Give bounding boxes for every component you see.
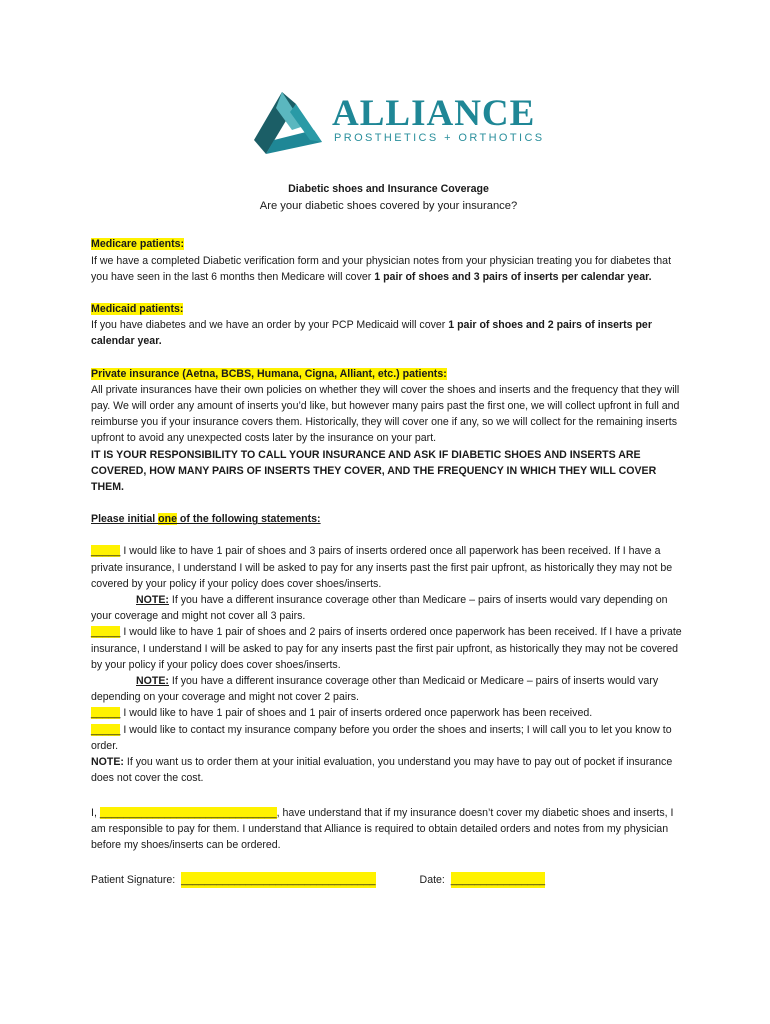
option-2-note-text: If you have a different insurance coverage other than Medicaid or Medicare – pairs of inserts would vary depending on your coverage and might not cover 2 pairs. <box>91 675 659 704</box>
medicaid-coverage: 1 pair of shoes and 2 pairs of inserts per calendar year. <box>91 319 652 348</box>
initial-blank-3[interactable]: _____ <box>91 707 121 720</box>
initial-blank-2[interactable]: _____ <box>91 626 121 639</box>
date-field[interactable]: ________________ <box>451 872 545 888</box>
initial-one: one <box>158 513 177 526</box>
brand-name: ALLIANCE <box>332 93 536 134</box>
medicare-coverage: 1 pair of shoes and 3 pairs of inserts per calendar year. <box>374 270 652 283</box>
date-label: Date: <box>419 874 451 887</box>
brand-subtitle: PROSTHETICS + ORTHOTICS <box>334 132 545 144</box>
medicaid-heading: Medicaid patients: <box>91 303 184 316</box>
medicare-section <box>91 236 686 285</box>
option-3 <box>91 705 686 721</box>
option-2-note-label: NOTE: <box>136 675 169 688</box>
option-2-note <box>91 673 686 705</box>
initial-prefix: Please initial <box>91 513 159 526</box>
medicare-heading: Medicare patients: <box>91 238 185 251</box>
private-heading: Private insurance (Aetna, BCBS, Humana, Cigna, Alliant, etc.) patients: <box>91 367 447 380</box>
medicaid-section <box>91 301 686 350</box>
page-title: Diabetic shoes and Insurance Coverage <box>288 183 489 195</box>
option-1-note-text: If you have a different insurance coverage other than Medicare – pairs of inserts would vary depending on your coverage and might not cover all 3 pairs. <box>91 594 668 623</box>
private-text: All private insurances have their own policies on whether they will cover the shoes and inserts and the frequency that they will pay. We will order any amount of inserts you’d like, but however many pairs past the first one, we will collect upfront in full and reimburse you if your insurance covers them. Historically, they will cover one if any, so we will collect for the remaining inserts upfront to avoid any unexpected costs later by the insurance on your part. <box>91 383 680 445</box>
final-note-text: If you want us to order them at your initial evaluation, you understand you may have to pay out of pocket if insurance does not cover the cost. <box>91 756 673 785</box>
private-warning: IT IS YOUR RESPONSIBILITY TO CALL YOUR INSURANCE AND ASK IF DIABETIC SHOES AND INSERTS ARE COVERED, HOW MANY PAIRS OF INSERTS THEY COVER, AND THE FREQUENCY IN WHICH THEY WILL COVER THEM. <box>91 448 657 494</box>
medicare-text: If we have a completed Diabetic verification form and your physician notes from your physician treating you for diabetes that you have seen in the last 6 months then Medicare will cover <box>91 254 672 283</box>
signature-row <box>91 872 686 888</box>
initial-blank-1[interactable]: _____ <box>91 545 121 558</box>
initial-blank-4[interactable]: _____ <box>91 723 121 736</box>
signature-label: Patient Signature: <box>91 874 182 887</box>
document-body <box>91 181 686 888</box>
option-3-text: I would like to have 1 pair of shoes and 1 pair of inserts ordered once paperwork has been received. <box>120 707 593 720</box>
option-1 <box>91 543 686 592</box>
initial-instruction <box>91 511 686 527</box>
option-1-note-label: NOTE: <box>136 594 169 607</box>
option-2-text: I would like to have 1 pair of shoes and 2 pairs of inserts ordered once paperwork has been received. If I have a private insurance, I understand I will be asked to pay for any inserts past the first pair upfront, as historically they may not be covered by your policy if your policy does cover shoes/inserts. <box>91 626 682 671</box>
option-2 <box>91 624 686 673</box>
option-4-text: I would like to contact my insurance company before you order the shoes and inserts; I will call you to let you know to order. <box>91 723 672 752</box>
alliance-logo-icon <box>252 90 328 160</box>
final-note-label: NOTE: <box>91 756 124 769</box>
initial-suffix: of the following statements: <box>176 513 321 526</box>
option-1-note <box>91 592 686 624</box>
ack-prefix: I, <box>91 806 100 819</box>
alliance-logo <box>252 90 545 162</box>
page-subtitle: Are your diabetic shoes covered by your insurance? <box>259 200 518 213</box>
acknowledgement <box>91 805 686 854</box>
private-section <box>91 366 686 496</box>
option-4 <box>91 722 686 754</box>
ack-name-blank[interactable]: ______________________________ <box>99 806 277 819</box>
final-note <box>91 754 686 786</box>
medicaid-text: If you have diabetes and we have an order by your PCP Medicaid will cover <box>91 319 449 332</box>
signature-field[interactable]: _________________________________ <box>181 872 375 888</box>
option-1-text: I would like to have 1 pair of shoes and 3 pairs of inserts ordered once all paperwork has been received. If I have a private insurance, I understand I will be asked to pay for any inserts past the first pair upfront, as historically they may not be covered by your policy if your policy does cover shoes/inserts. <box>91 545 673 590</box>
ack-text: , have understand that if my insurance doesn’t cover my diabetic shoes and inserts, I am responsible to pay for them. I understand that Alliance is required to obtain detailed orders and notes from my physician before my shoes/inserts can be ordered. <box>91 806 674 851</box>
